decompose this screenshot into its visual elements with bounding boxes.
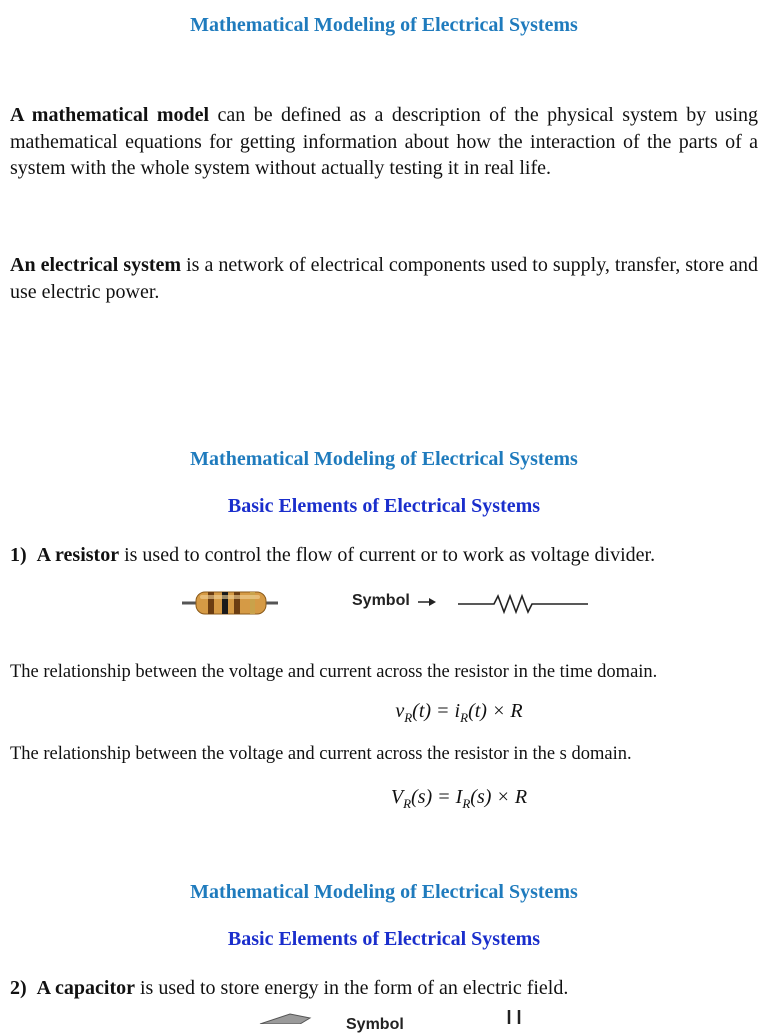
resistor-text: is used to control the flow of current or to work as voltage divider. xyxy=(119,544,656,566)
equation-s-domain: $V_R(s) = I_R(s) \times R$ xyxy=(390,786,528,811)
page-title: Mathematical Modeling of Electrical Systems xyxy=(190,14,578,36)
capacitor-item xyxy=(10,977,758,1000)
capacitor-text: is used to store energy in the form of an electric field. xyxy=(134,977,569,999)
electrical-system-term: An electrical system xyxy=(10,254,182,276)
resistor-item xyxy=(10,544,758,567)
relationship-time-domain: The relationship between the voltage and current across the resistor in the time domain. xyxy=(10,662,658,682)
math-model-term: A mathematical model xyxy=(10,104,210,126)
math-model-definition xyxy=(10,102,758,182)
capacitor-symbol-label: Symbol xyxy=(346,1016,404,1033)
electrical-system-text: is a network of electrical components used to supply, transfer, store and use electric power. xyxy=(10,254,758,303)
equation-time-domain: $v_R(t) = i_R(t) \times R$ xyxy=(395,700,523,725)
math-model-text: can be defined as a description of the physical system by using mathematical equations for getting information about how the interaction of the parts of a system with the whole system without actually testing it in real life. xyxy=(10,104,759,179)
arrow-right-icon xyxy=(418,596,438,608)
resistor-image xyxy=(182,588,282,618)
resistor-symbol xyxy=(458,592,588,616)
relationship-s-domain: The relationship between the voltage and current across the resistor in the s domain. xyxy=(10,744,632,764)
section-title-capacitor: Mathematical Modeling of Electrical Systems xyxy=(190,881,578,903)
capacitor-term: A capacitor xyxy=(36,977,135,999)
item-number: 1) xyxy=(10,544,27,566)
electrical-system-definition xyxy=(10,252,758,305)
capacitor-symbol xyxy=(500,1010,530,1024)
section-subtitle-resistor: Basic Elements of Electrical Systems xyxy=(227,495,541,517)
resistor-term: A resistor xyxy=(36,544,120,566)
section-subtitle-capacitor: Basic Elements of Electrical Systems xyxy=(227,928,541,950)
item-number: 2) xyxy=(10,977,27,999)
capacitor-image xyxy=(250,1012,330,1024)
section-title-resistor: Mathematical Modeling of Electrical Systems xyxy=(190,448,578,470)
resistor-symbol-label: Symbol xyxy=(352,592,410,609)
